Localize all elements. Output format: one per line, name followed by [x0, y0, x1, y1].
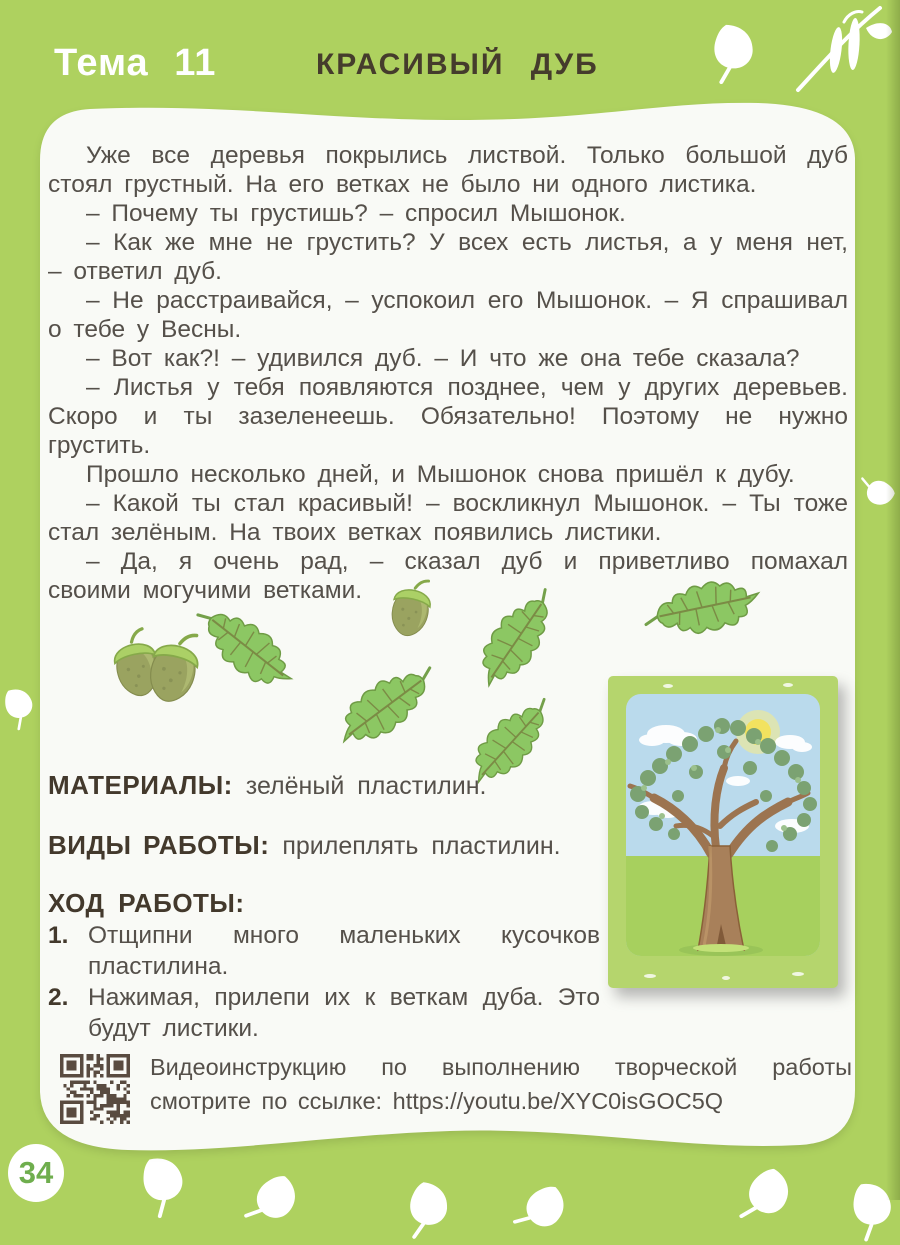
video-note-url: https://youtu.be/XYC0isGOC5Q [392, 1088, 724, 1114]
procedure-steps [48, 920, 600, 1044]
story-paragraph: – Да, я очень рад, – сказал дуб и приветливо помахал своими могучими ветками. [48, 548, 848, 604]
story-paragraph: – Листья у тебя появляются позднее, чем у других деревьев. Скоро и ты зазеленеешь. Обязательно! Поэтому не нужно грустить. [48, 374, 848, 459]
page-number-badge [8, 1144, 64, 1202]
story-paragraph: – Почему ты грустишь? – спросил Мышонок. [86, 200, 626, 227]
story-paragraph: – Вот как?! – удивился дуб. – И что же она тебе сказала? [86, 345, 800, 372]
step-number: 2. [48, 984, 69, 1011]
work-types-label: ВИДЫ РАБОТЫ: [48, 830, 270, 860]
qr-code [60, 1054, 130, 1124]
acorn-pair-icon [88, 620, 188, 698]
story-paragraph: – Какой ты стал красивый! – воскликнул Мышонок. – Ты тоже стал зелёным. На твоих ветках появились листики. [48, 490, 848, 546]
story-text [48, 141, 848, 605]
page-title: КРАСИВЫЙ ДУБ [316, 48, 599, 81]
page-edge-shade [886, 0, 900, 1200]
work-types-text: прилеплять пластилин. [282, 832, 561, 860]
story-paragraph: Уже все деревья покрылись листвой. Только большой дуб стоял грустный. На его ветках не было ни одного листика. [48, 142, 848, 198]
story-paragraph: – Не расстраивайся, – успокоил его Мышонок. – Я спрашивал о тебе у Весны. [48, 287, 848, 343]
oak-tree-picture [608, 676, 838, 988]
page-number: 34 [18, 1155, 54, 1190]
procedure-label: ХОД РАБОТЫ: [48, 888, 245, 918]
step-item [48, 920, 600, 982]
story-paragraph: – Как же мне не грустить? У всех есть листья, а у меня нет, – ответил дуб. [48, 229, 848, 285]
materials-label: МАТЕРИАЛЫ: [48, 770, 233, 800]
video-note [150, 1050, 852, 1118]
work-types-section [48, 830, 608, 861]
video-note-text: Видеоинструкцию по выполнению творческой работы смотрите по ссылке: [150, 1054, 852, 1114]
step-text: Отщипни много маленьких кусочков пластилина. [88, 922, 600, 980]
story-paragraph: Прошло несколько дней, и Мышонок снова пришёл к дубу. [86, 461, 795, 488]
materials-section [48, 770, 608, 801]
step-item [48, 982, 600, 1044]
step-number: 1. [48, 922, 69, 949]
materials-text: зелёный пластилин. [245, 772, 487, 800]
step-text: Нажимая, прилепи их к веткам дуба. Это будут листики. [88, 984, 600, 1042]
theme-label: Тема 11 [54, 42, 217, 84]
